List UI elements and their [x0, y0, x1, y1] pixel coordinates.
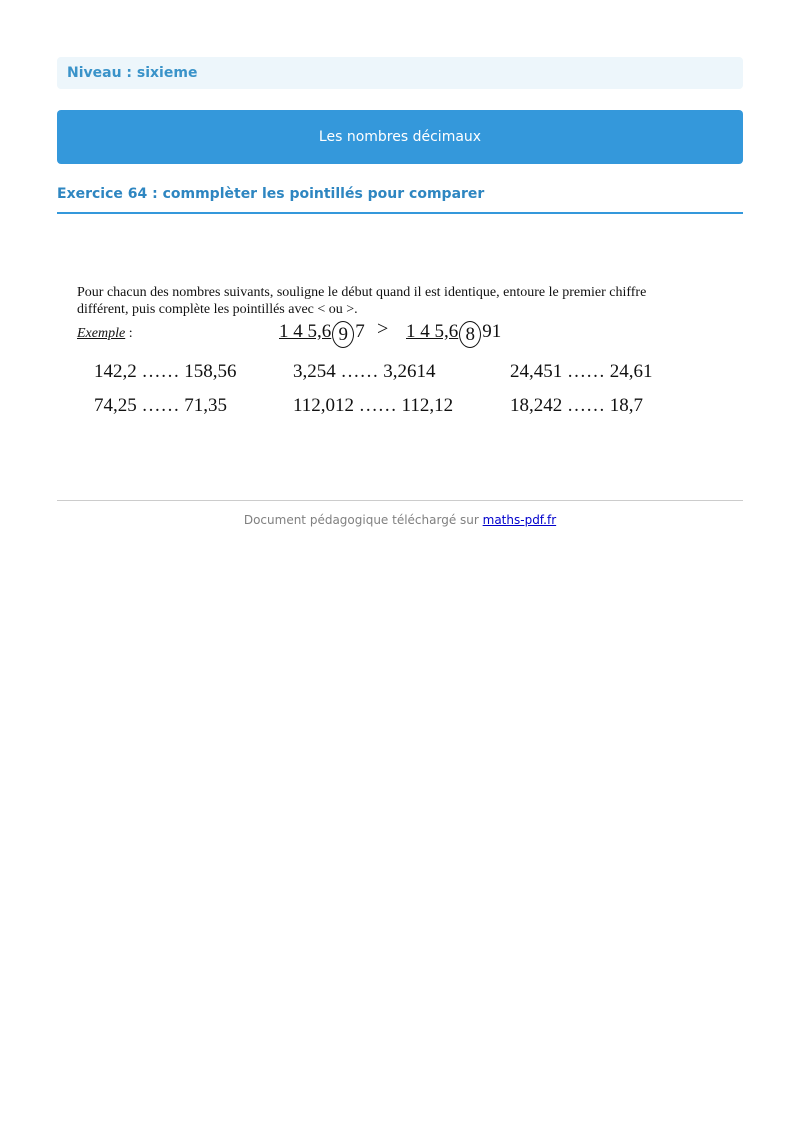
example-colon: :: [125, 326, 133, 341]
footer-divider: [57, 500, 743, 501]
example-left-circled-digit: 9: [332, 321, 354, 348]
exercise-content: [77, 280, 717, 430]
comparison-item: 112,012 …… 112,12: [293, 395, 454, 416]
exercise-instructions: Pour chacun des nombres suivants, souligne le début quand il est identique, entoure le premier chiffre différent, puis complète les pointillés avec < ou >.: [77, 285, 647, 317]
example-word: Exemple: [77, 326, 126, 341]
exercise-title: Exercice 64 : commplèter les pointillés pour comparer: [57, 186, 485, 202]
exercise-title-underline: [57, 212, 743, 214]
comparison-item: 18,242 …… 18,7: [510, 395, 643, 416]
example-right-number: [406, 321, 501, 348]
comparison-item: 3,254 …… 3,2614: [293, 361, 436, 382]
footer: [0, 513, 800, 527]
comparison-item: 74,25 …… 71,35: [94, 395, 227, 416]
footer-text: Document pédagogique téléchargé sur: [243, 513, 483, 527]
chapter-title-banner: Les nombres décimaux: [57, 110, 743, 164]
example-right-circled-digit: 8: [459, 321, 481, 348]
example-label: [77, 326, 133, 342]
example-left-number: [279, 321, 365, 348]
example-left-prefix: 1 4 5,6: [279, 321, 332, 342]
comparison-item: 142,2 …… 158,56: [94, 361, 237, 382]
level-banner: Niveau : sixieme: [57, 57, 743, 89]
example-left-suffix: 7: [355, 321, 365, 342]
footer-link[interactable]: maths-pdf.fr: [482, 513, 557, 527]
comparison-item: 24,451 …… 24,61: [510, 361, 653, 382]
example-comparison-sign: >: [377, 318, 389, 340]
example-right-prefix: 1 4 5,6: [406, 321, 459, 342]
example-right-suffix: 91: [482, 321, 502, 342]
